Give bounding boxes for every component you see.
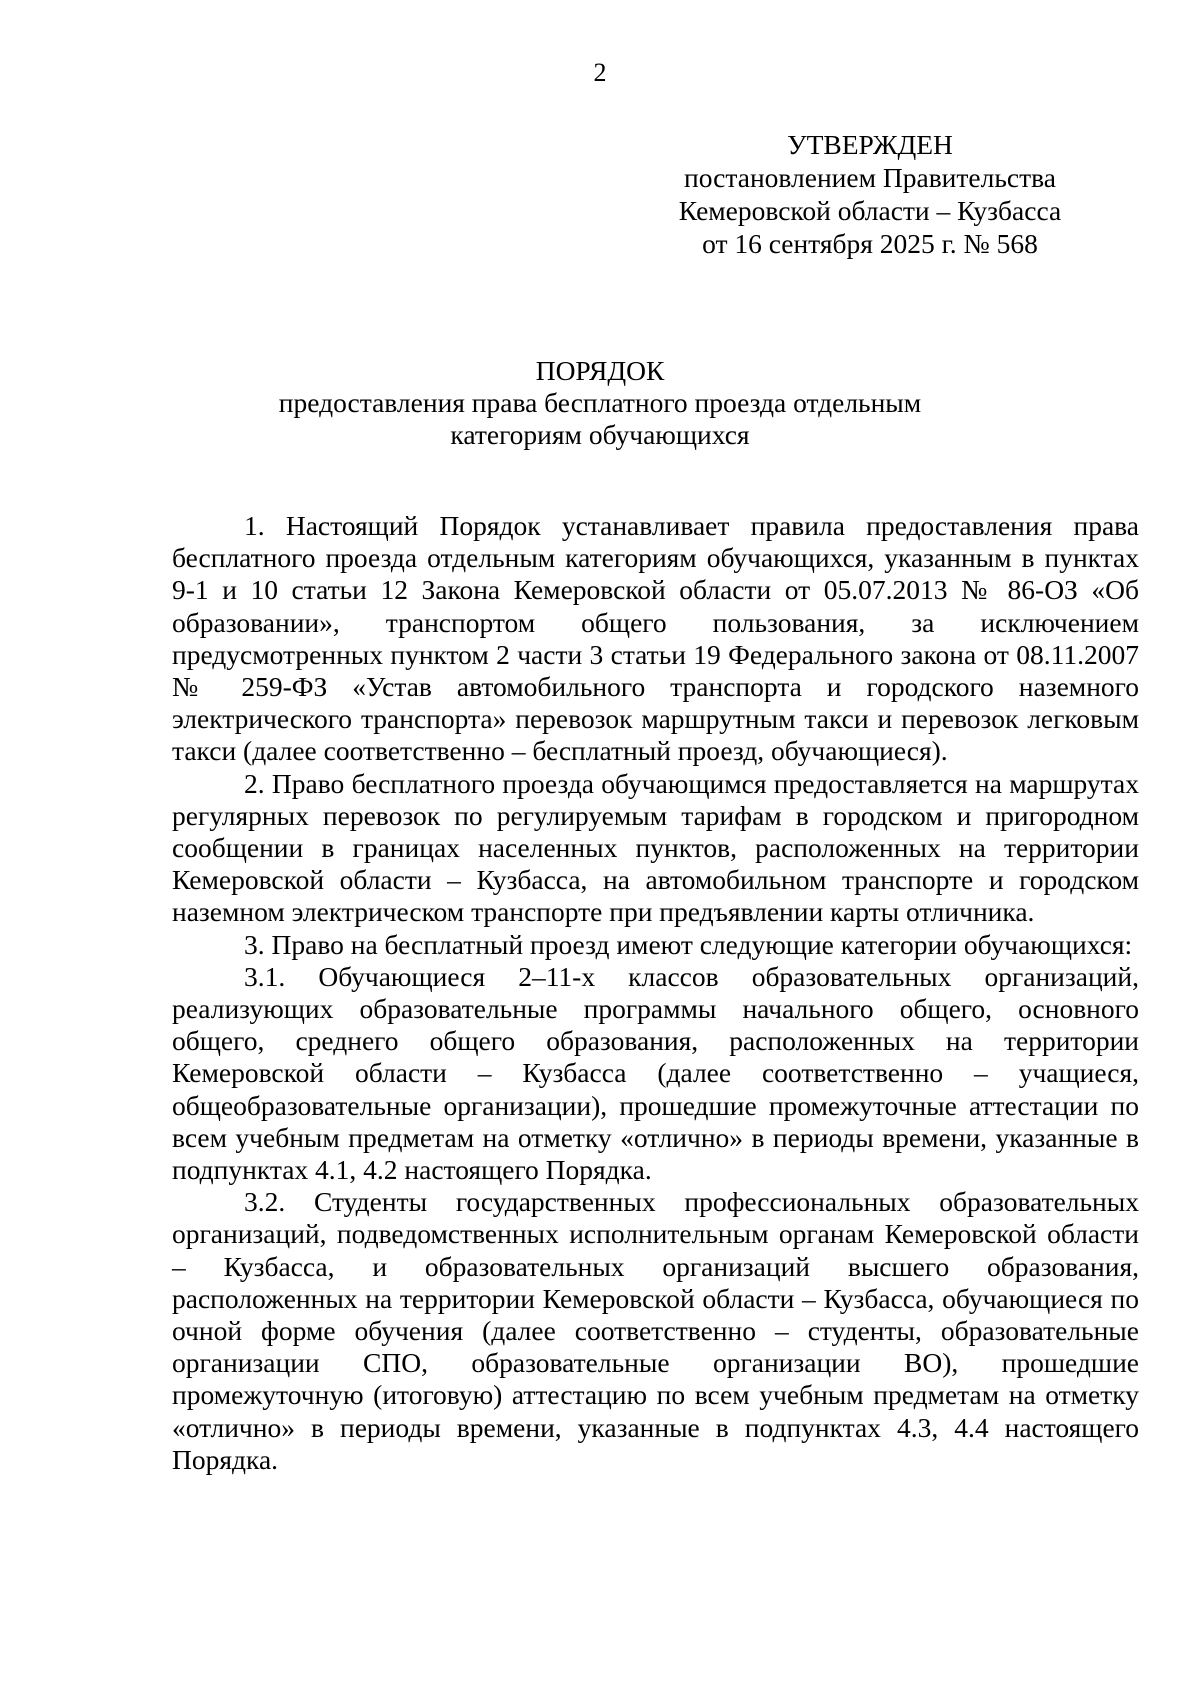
document-title [0,355,1200,451]
approval-line-decree: постановлением Правительства [684,162,1056,193]
approval-line-date-number: от 16 сентября 2025 г. № 568 [702,228,1038,259]
paragraph-2: 2. Право бесплатного проезда обучающимся предоставляется на маршрутах регулярных перевозок по регулируемым тарифам в городском и пригородном сообщении в границах населенных пунктов, расположенных на территории Кемеровской области – Кузбасса, на автомобильном транспорте и городском наземном электрическом транспорте при предъявлении карты отличника. [172,767,1139,928]
paragraph-3-1: 3.1. Обучающиеся 2–11-х классов образовательных организаций, реализующих образовательные программы начального общего, основного общего, среднего общего образования, расположенных на территории Кемеровской области – Кузбасса (далее соответственно – учащиеся, общеобразовательные организации), прошедшие промежуточные аттестации по всем учебным предметам на отметку «отлично» в периоды времени, указанные в подпунктах 4.1, 4.2 настоящего Порядка. [172,960,1139,1186]
approval-line-approved: УТВЕРЖДЕН [787,129,953,160]
page-number: 2 [593,58,607,87]
title-subtitle-line-2: категориям обучающихся [450,419,750,450]
paragraph-3: 3. Право на бесплатный проезд имеют следующие категории обучающихся: [244,928,1133,960]
approval-line-region: Кемеровской области – Кузбасса [678,195,1062,226]
approval-stamp [640,128,1100,260]
title-heading: ПОРЯДОК [535,355,665,386]
paragraph-1: 1. Настоящий Порядок устанавливает правила предоставления права бесплатного проезда отдельным категориям обучающихся, указанным в пунктах 9-1 и 10 статьи 12 Закона Кемеровской области от 05.07.2013 № 86-ОЗ «Об образовании», транспортом общего пользования, за исключением предусмотренных пунктом 2 части 3 статьи 19 Федерального закона от 08.11.2007 № 259-ФЗ «Устав автомобильного транспорта и городского наземного электрического транспорта» перевозок маршрутным такси и перевозок легковым такси (далее соответственно – бесплатный проезд, обучающиеся). [172,510,1139,767]
document-body [172,510,1139,1476]
paragraph-3-2: 3.2. Студенты государственных профессиональных образовательных организаций, подведомственных исполнительным органам Кемеровской области – Кузбасса, и образовательных организаций высшего образования, расположенных на территории Кемеровской области – Кузбасса, обучающиеся по очной форме обучения (далее соответственно – студенты, образовательные организации СПО, образовательные организации ВО), прошедшие промежуточную (итоговую) аттестацию по всем учебным предметам на отметку «отлично» в периоды времени, указанные в подпунктах 4.3, 4.4 настоящего Порядка. [172,1186,1139,1475]
title-subtitle-line-1: предоставления права бесплатного проезда отдельным [278,387,922,418]
